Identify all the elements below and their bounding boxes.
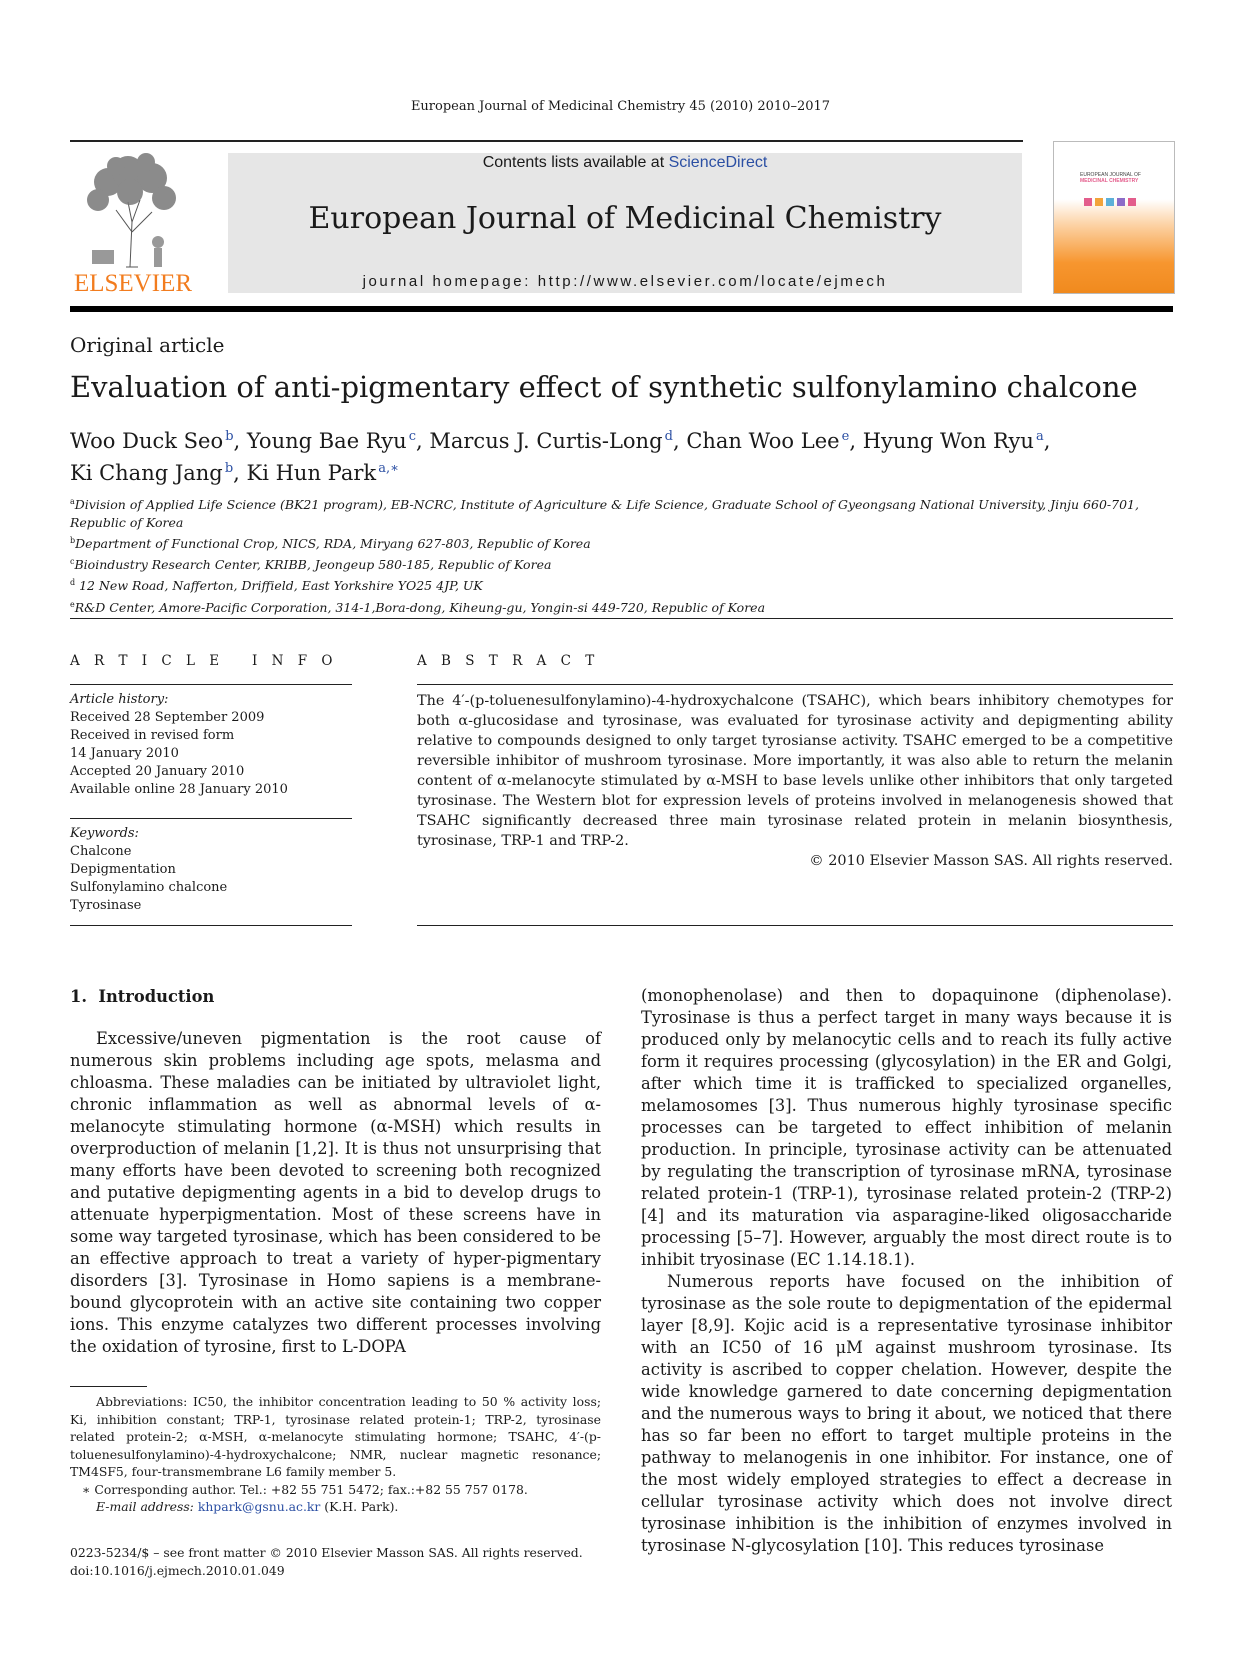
masthead-rule	[70, 306, 1173, 312]
affiliation-text: Bioindustry Research Center, KRIBB, Jeongeup 580-185, Republic of Korea	[74, 557, 552, 573]
keyword: Chalcone	[70, 844, 132, 859]
article-history	[70, 691, 352, 799]
email-label: E-mail address:	[96, 1499, 198, 1514]
elsevier-tree-icon	[68, 152, 198, 270]
journal-name: European Journal of Medicinal Chemistry	[308, 201, 942, 236]
affiliation	[70, 574, 1173, 595]
cover-title	[1080, 172, 1150, 184]
abstract-text: The 4′-(p-toluenesulfonylamino)-4-hydroxychalcone (TSAHC), which bears inhibitory chemotypes for both α-glucosidase and tyrosinase, was evaluated for tyrosinase activity and depigmenting ability relative to compounds designed to only target tyrosianse activity. TSAHC emerged to be a competitive reversible inhibitor of mushroom tyrosinase. More importantly, it was also able to return the melanin content of α-melanocyte stimulated by α-MSH to base levels unlike other inhibitors that only targeted tyrosinase. The Western blot for expression levels of proteins involved in melanogenesis showed that TSAHC significantly decreased three main tyrosinase related protein in melanin biosynthesis, tyrosinase, TRP-1 and TRP-2.	[417, 693, 1173, 849]
body-paragraph: Numerous reports have focused on the inhibition of tyrosinase as the sole route to depigmentation of the epidermal layer [8,9]. Kojic acid is a representative tyrosinase inhibitor with an IC50 of 16 μM against mushroom tyrosinase. Its activity is ascribed to copper chelation. However, despite the wide knowledge garnered to date concerning depigmentation and the numerous ways to bring it about, we noticed that there has so far been no effort to target multiple proteins in the pathway to melanogenis in one inhibitor. For instance, one of the most widely employed strategies to effect a decrease in cellular tyrosinase activity which does not involve direct tyrosinase inhibition is the inhibition of enzymes involved in tyrosinase N-glycosylation [10]. This reduces tyrosinase	[641, 1272, 1172, 1555]
abstract-rule	[417, 925, 1173, 926]
author-name: Marcus J. Curtis-Long	[429, 429, 663, 453]
affiliation	[70, 596, 1173, 617]
author-name: Ki Hun Park	[246, 461, 377, 485]
affiliation	[70, 493, 1173, 532]
author-affil-mark[interactable]: b	[224, 461, 234, 476]
history-item: Accepted 20 January 2010	[70, 764, 245, 779]
cover-swatch	[1095, 198, 1103, 206]
info-rule	[70, 684, 352, 685]
cover-swatch	[1106, 198, 1114, 206]
front-matter	[70, 1544, 583, 1579]
body-paragraph: (monophenolase) and then to dopaquinone (diphenolase). Tyrosinase is thus a perfect target in many ways because it is produced only by melanocytic cells and to reach its fully active form it requires processing (glycosylation) in the ER and Golgi, after which time it is trafficked to specialized organelles, melamosomes [3]. Thus numerous highly tyrosinase specific processes can be targeted to effect inhibition of melanin production. In principle, tyrosinase activity can be attenuated by regulating the transcription of tyrosinase mRNA, tyrosinase related protein-1 (TRP-1), tyrosinase related protein-2 (TRP-2) [4] and its maturation via asparagine-liked oligosaccharide processing [5–7]. However, arguably the most direct route is to inhibit tryosinase (EC 1.14.18.1).	[641, 986, 1172, 1269]
affiliation-mark: b	[70, 536, 76, 546]
keywords-label: Keywords:	[70, 826, 139, 841]
info-rule	[70, 925, 352, 926]
history-label: Article history:	[70, 692, 169, 707]
affiliation-rule	[70, 618, 1173, 619]
cover-title-line-2: MEDICINAL CHEMISTRY	[1080, 178, 1139, 184]
footnotes	[70, 1393, 601, 1516]
history-item: 14 January 2010	[70, 746, 179, 761]
abbreviations-footnote: Abbreviations: IC50, the inhibitor concentration leading to 50 % activity loss; Ki, inhibition constant; TRP-1, tyrosinase related protein-1; TRP-2, tyrosinase related protein-2; α-MSH, α-melanocyte stimulating hormone; TSAHC, 4′-(p-toluenesulfonylamino)-4-hydroxychalcone; NMR, nuclear magnetic resonance; TM4SF5, four-transmembrane L6 family member 5.	[70, 1394, 601, 1479]
affiliation-text: Division of Applied Life Science (BK21 program), EB-NCRC, Institute of Agriculture & Life Science, Graduate School of Gyeongsang National University, Jinju 660-701, Republic of Korea	[70, 497, 1139, 531]
author-affil-mark[interactable]: a	[1035, 429, 1044, 444]
elsevier-logo	[68, 152, 198, 296]
journal-homepage[interactable]: journal homepage: http://www.elsevier.com/locate/ejmech	[362, 273, 888, 290]
section-title: 1. Introduction	[70, 987, 215, 1006]
affiliation-mark: c	[70, 557, 75, 567]
contents-line	[228, 154, 1022, 172]
keyword: Sulfonylamino chalcone	[70, 880, 228, 895]
affiliation-text: 12 New Road, Nafferton, Driffield, East Yorkshire YO25 4JP, UK	[79, 578, 483, 594]
abstract-heading: A B S T R A C T	[417, 653, 600, 669]
author-list: Woo Duck Seo $^b$, Young Bae Ryu $^c$, Marcus J. Curtis-Long $^d$, Chan Woo Lee $^e$, Hyung Won Ryu $^a$, Ki Chang Jang $^b$, Ki Hun Park $^{a,∗}$	[70, 429, 1051, 485]
email-suffix: (K.H. Park).	[320, 1499, 399, 1514]
publisher-name: ELSEVIER	[73, 270, 193, 297]
author-affil-mark[interactable]: c	[408, 429, 417, 444]
info-rule	[70, 818, 352, 819]
keyword: Depigmentation	[70, 862, 176, 877]
body-column-right	[641, 985, 1172, 1557]
affiliation-text: R&D Center, Amore-Pacific Corporation, 314-1,Bora-dong, Kiheung-gu, Yongin-si 449-720, Republic of Korea	[74, 599, 766, 615]
affiliation-mark: d	[70, 578, 76, 588]
cover-swatch	[1117, 198, 1125, 206]
article-info-heading: A R T I C L E I N F O	[70, 653, 338, 669]
keywords	[70, 825, 352, 915]
header-rule	[70, 140, 1023, 142]
author-name: Hyung Won Ryu	[862, 429, 1034, 453]
author-affil-mark[interactable]: e	[841, 429, 850, 444]
abstract-rule	[417, 684, 1173, 685]
author-affil-mark[interactable]: d	[664, 429, 673, 444]
footnote-rule	[70, 1386, 147, 1387]
cover-swatches	[1084, 198, 1136, 206]
author-name: Chan Woo Lee	[686, 429, 840, 453]
cover-title-line-1: EUROPEAN JOURNAL OF	[1080, 172, 1141, 178]
affiliation-mark: a	[70, 497, 75, 506]
affiliation	[70, 553, 1173, 574]
doi-line[interactable]: doi:10.1016/j.ejmech.2010.01.049	[70, 1562, 285, 1578]
article-title: Evaluation of anti-pigmentary effect of synthetic sulfonylamino chalcone	[70, 370, 1138, 404]
author-affil-mark[interactable]: a,∗	[378, 461, 399, 476]
author-name: Young Bae Ryu	[246, 429, 407, 453]
history-item: Received in revised form	[70, 728, 235, 743]
email-footnote	[70, 1498, 601, 1516]
cover-swatch	[1128, 198, 1136, 206]
author-affil-mark[interactable]: b	[225, 429, 234, 444]
email-link[interactable]: khpark@gsnu.ac.kr	[197, 1499, 321, 1514]
running-head: European Journal of Medicinal Chemistry 45 (2010) 2010–2017	[410, 99, 831, 114]
history-item: Available online 28 January 2010	[70, 782, 288, 797]
keyword: Tyrosinase	[70, 898, 142, 913]
journal-masthead	[228, 153, 1022, 293]
abstract-copyright: © 2010 Elsevier Masson SAS. All rights reserved.	[809, 853, 1173, 869]
issn-line: 0223-5234/$ – see front matter © 2010 Elsevier Masson SAS. All rights reserved.	[70, 1545, 583, 1560]
affiliation	[70, 532, 1173, 553]
affiliation-text: Department of Functional Crop, NICS, RDA, Miryang 627-803, Republic of Korea	[75, 536, 591, 552]
history-item: Received 28 September 2009	[70, 710, 265, 725]
author-name: Ki Chang Jang	[70, 461, 223, 485]
affiliation-list	[70, 493, 1173, 617]
affiliation-mark: e	[70, 599, 75, 609]
sciencedirect-link[interactable]: ScienceDirect	[668, 154, 768, 171]
corresponding-author-footnote: ∗ Corresponding author. Tel.: +82 55 751 5472; fax.:+82 55 757 0178.	[82, 1481, 528, 1497]
journal-cover	[1053, 141, 1175, 294]
body-column-left	[70, 1028, 601, 1358]
body-paragraph: Excessive/uneven pigmentation is the root cause of numerous skin problems including age spots, melasma and chloasma. These maladies can be initiated by ultraviolet light, chronic inflammation as well as abnormal levels of α-melanocyte stimulating hormone (α-MSH) which results in overproduction of melanin [1,2]. It is thus not unsurprising that many efforts have been devoted to screening both recognized and putative depigmenting agents in a bid to develop drugs to attenuate hyperpigmentation. Most of these screens have in some way targeted tyrosinase, which has been considered to be an effective approach to treat a variety of hyper-pigmentary disorders [3]. Tyrosinase in Homo sapiens is a membrane-bound glycoprotein with an active site containing two copper ions. This enzyme catalyzes two different processes involving the oxidation of tyrosine, first to L-DOPA	[70, 1029, 601, 1356]
contents-prefix: Contents lists available at	[482, 154, 669, 171]
article-type: Original article	[70, 333, 225, 357]
cover-swatch	[1084, 198, 1092, 206]
author-name: Woo Duck Seo	[70, 429, 224, 453]
